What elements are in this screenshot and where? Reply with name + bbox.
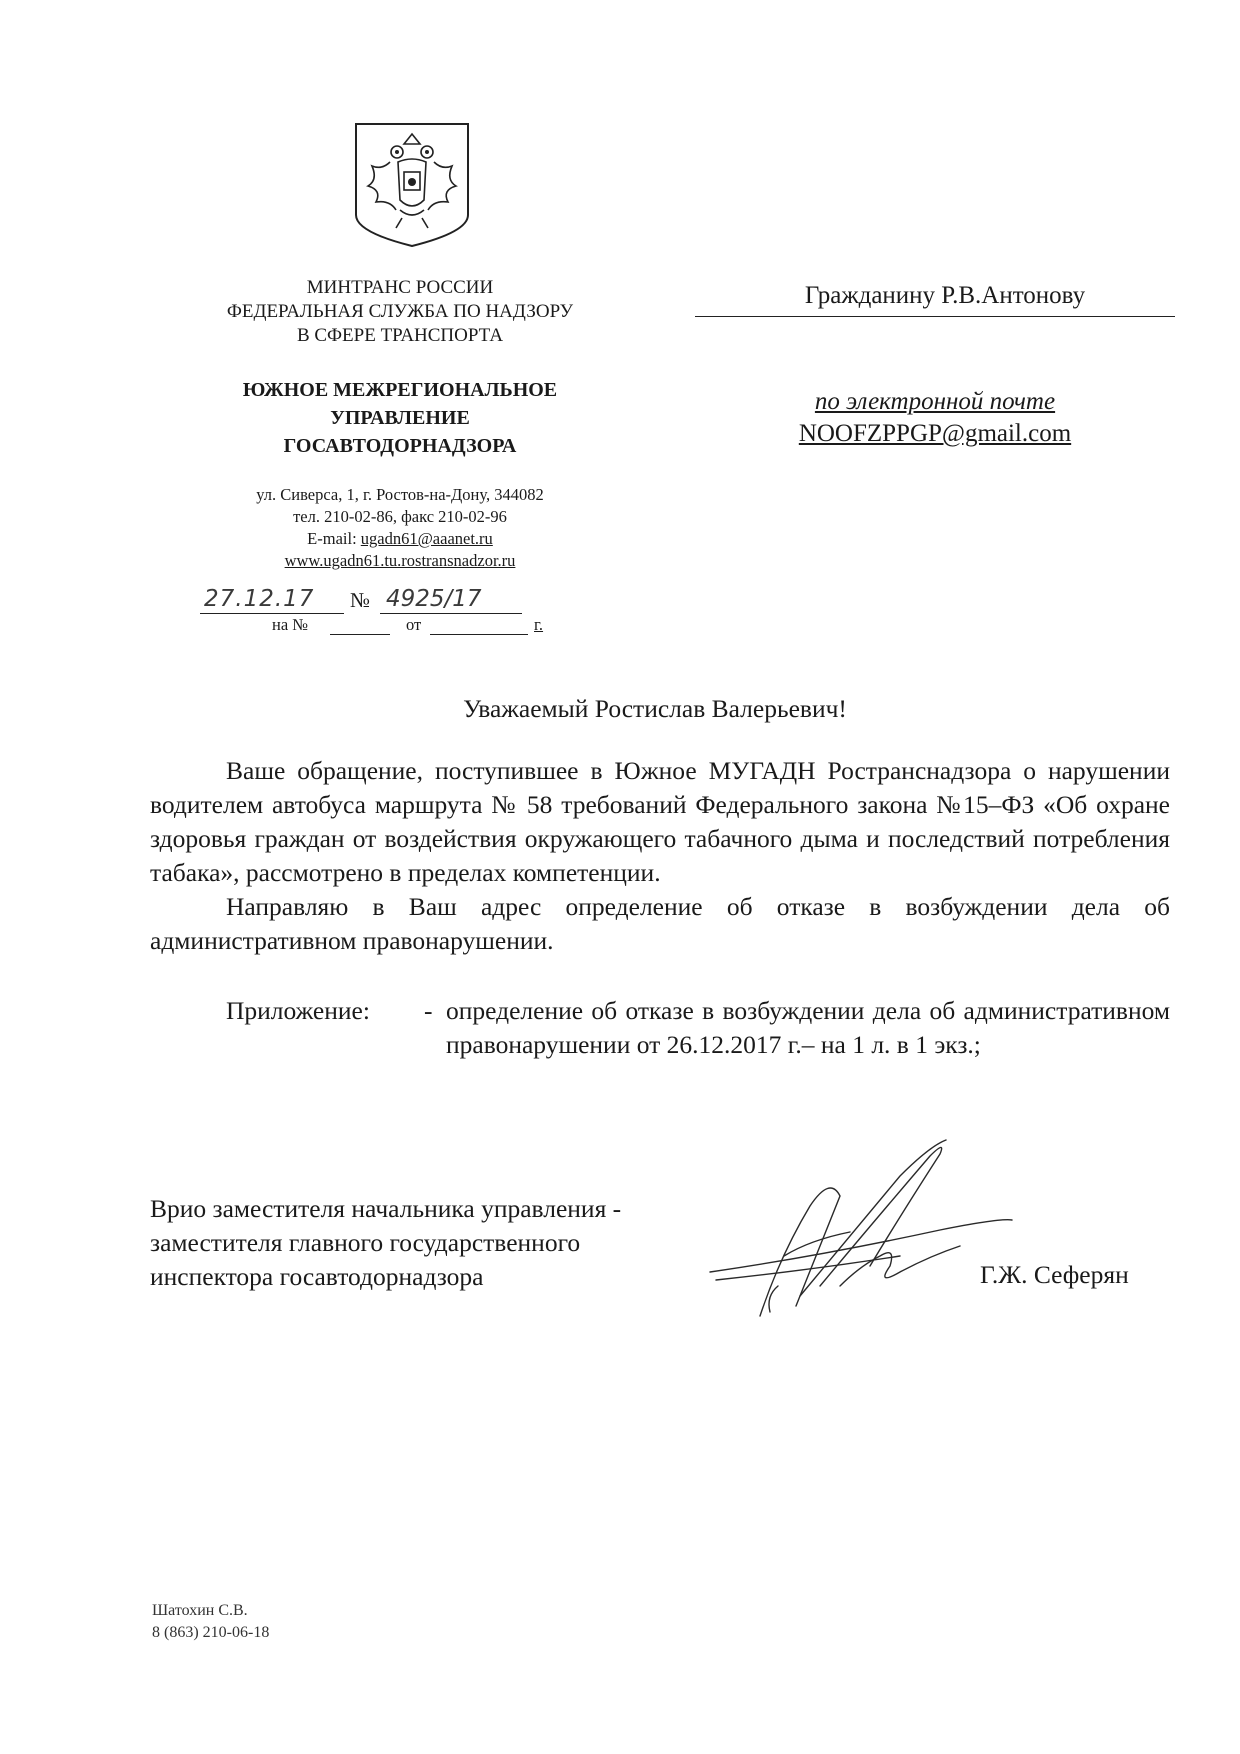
sender-ministry [170,276,630,348]
sender-website-link[interactable]: www.ugadn61.tu.rostransnadzor.ru [284,551,516,570]
signatory-position-line: инспектора госавтодорнадзора [150,1262,484,1291]
recipient-underline [695,316,1175,317]
letter-body [150,754,1170,958]
registration-number-label: № [350,588,371,612]
attachment-dash: - [424,996,433,1025]
email-prefix: E-mail: [307,529,361,548]
department-line: ЮЖНОЕ МЕЖРЕГИОНАЛЬНОЕ [242,379,558,401]
attachment-text: определение об отказе в возбуждении дела об административном правонарушении от 26.12.2017 г.– на 1 л. в 1 экз.; [446,996,1170,1059]
sender-ministry-line: МИНТРАНС РОССИИ [306,277,494,298]
registration-date: 27.12.17 [204,586,315,612]
registration-number: 4925/17 [386,586,482,612]
body-paragraph-1: Ваше обращение, поступившее в Южное МУГАДН Ространснадзора о нарушении водителем автобуса маршрута № 58 требований Федерального закона №15–ФЗ «Об охране здоровья граждан от воздействия окружающего табачного дыма и последствий потребления табака», рассмотрено в пределах компетенции. [150,756,1170,887]
sender-department [170,376,630,460]
reply-to-number-blank [330,634,390,635]
sender-ministry-line: ФЕДЕРАЛЬНАЯ СЛУЖБА ПО НАДЗОРУ [226,301,574,322]
executor-block [152,1600,452,1644]
reply-to-line [272,614,572,640]
sender-email-line [170,528,630,550]
recipient-delivery-method: по электронной почте [814,388,1056,415]
signatory-position-line: заместителя главного государственного [150,1228,581,1257]
sender-address: ул. Сиверса, 1, г. Ростов-на-Дону, 344082 [256,485,544,504]
body-paragraph-2: Направляю в Ваш адрес определение об отказе в возбуждении дела об административном правонарушении. [150,892,1170,955]
recipient-email-link[interactable]: NOOFZPPGP@gmail.com [798,420,1072,447]
sender-phones: тел. 210-02-86, факс 210-02-96 [293,507,507,526]
signatory-name: Г.Ж. Сеферян [980,1260,1129,1289]
attachment-label: Приложение: [226,996,370,1025]
sender-email-link[interactable]: ugadn61@aaanet.ru [360,529,493,548]
sender-contacts [170,484,630,572]
executor-phone: 8 (863) 210-06-18 [152,1624,270,1641]
emblem-icon [352,120,472,250]
signatory-position [150,1192,710,1294]
executor-name: Шатохин С.В. [152,1602,248,1619]
signatory-position-line: Врио заместителя начальника управления - [150,1194,622,1223]
reply-to-from: от [406,615,422,634]
recipient-name: Гражданину Р.В.Антонову [804,282,1086,309]
department-line: ГОСАВТОДОРНАДЗОРА [283,435,517,457]
reply-to-date-blank [430,634,528,635]
salutation: Уважаемый Ростислав Валерьевич! [463,694,847,723]
reply-to-prefix: на № [272,615,309,634]
department-line: УПРАВЛЕНИЕ [330,407,470,429]
sender-ministry-line: В СФЕРЕ ТРАНСПОРТА [296,325,504,346]
reply-to-year: г. [534,615,544,634]
registration-line [200,586,560,616]
handwritten-signature [700,1136,1040,1336]
